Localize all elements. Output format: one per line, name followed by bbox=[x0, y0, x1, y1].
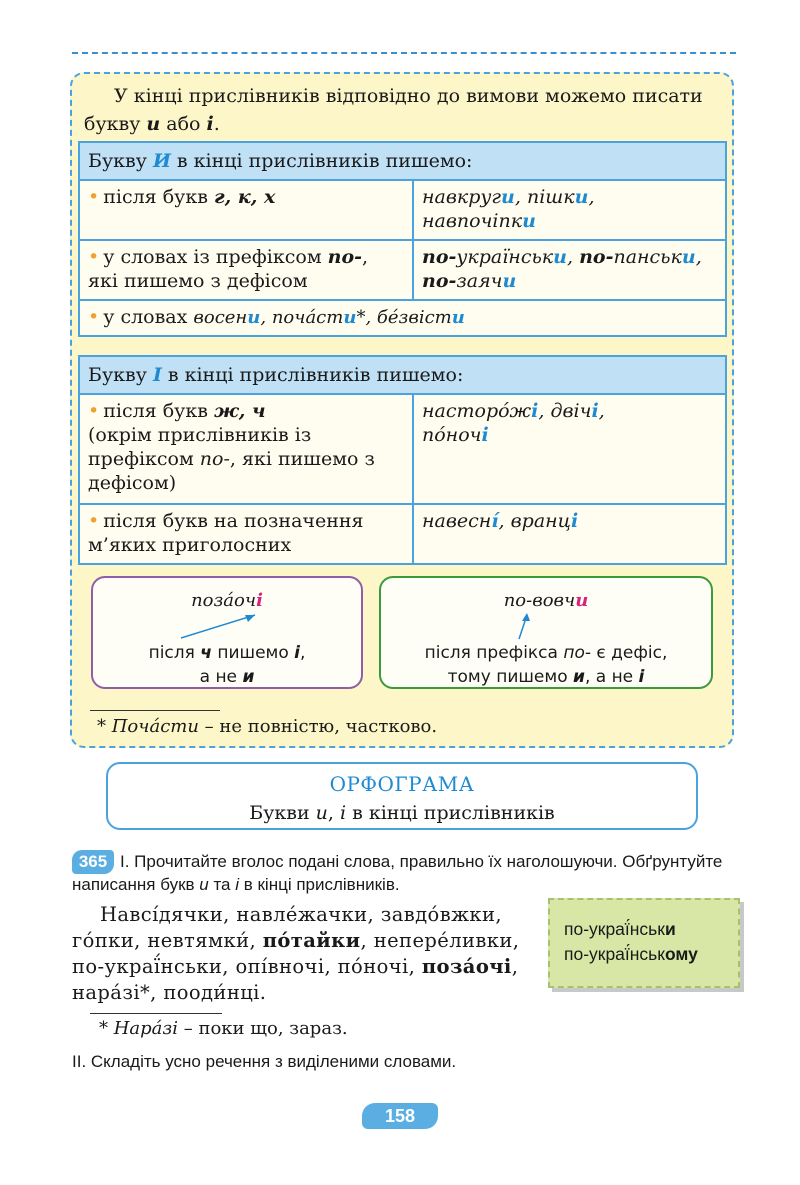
table-row: • після букв на позначення м’яких приголосних навесні́, вранці bbox=[79, 504, 726, 564]
orfograma-subtitle: Букви и, і в кінці прислівників bbox=[249, 802, 555, 824]
exercise-task: І. Прочитайте вголос подані слова, правильно їх наголошуючи. Обґрунтуйте написання букв и та і в кінці прислівників. bbox=[72, 852, 723, 894]
rule-table-y bbox=[78, 141, 727, 337]
card-explanation: після ч пишемо і, а не и bbox=[148, 643, 306, 687]
exercise-number-badge: 365 bbox=[72, 850, 114, 874]
table-row: • у словах із префіксом по-, які пишемо з дефісом по-українськи, по-панськи, по-заячи bbox=[79, 240, 726, 300]
note-line: по-украї́нськи bbox=[564, 919, 676, 939]
intro-paragraph: У кінці прислівників відповідно до вимови можемо писати букву и або і. bbox=[84, 85, 703, 135]
exercise-task-2: ІІ. Складіть усно речення з виділеними словами. bbox=[72, 1052, 457, 1071]
table-row: • після букв г, к, х навкруги, пішки, навпочіпки bbox=[79, 180, 726, 240]
exercise-words: Навсі́дячки, навле́жачки, завдо́вжки, го́пки, невтямки́, по́тайки, непере́ливки, по-украї́нськи, опі́вночі, по́ночі, поза́очі, нара́зі*, пооди́нці. bbox=[72, 903, 520, 1004]
bullet-icon: • bbox=[88, 306, 100, 328]
example-card-pozaochi bbox=[91, 576, 363, 689]
bullet-icon: • bbox=[88, 400, 100, 422]
page-number: 158 bbox=[362, 1103, 438, 1129]
bullet-icon: • bbox=[88, 186, 100, 208]
example-card-povovchy bbox=[379, 576, 713, 689]
card-word: по-вовчи bbox=[503, 590, 589, 611]
rule-table-i-header: Букву І в кінці прислівників пишемо: bbox=[79, 356, 726, 394]
footnote-pochasty: * Поча́сти – не повністю, частково. bbox=[97, 716, 438, 737]
top-divider bbox=[72, 52, 736, 54]
footnote-divider bbox=[90, 1013, 222, 1014]
arrow-icon bbox=[381, 611, 715, 641]
note-line: по-украї́нському bbox=[564, 944, 698, 964]
footnote-narazi: * Нара́зі – поки що, зараз. bbox=[99, 1018, 348, 1039]
bullet-icon: • bbox=[88, 246, 100, 268]
spelling-note-box bbox=[548, 898, 740, 988]
arrow-icon bbox=[93, 611, 365, 641]
footnote-divider bbox=[90, 710, 220, 711]
card-explanation: після префікса по- є дефіс, тому пишемо и, а не і bbox=[424, 643, 668, 687]
table-row: • у словах восени, поча́сти*, бе́звісти bbox=[79, 300, 726, 336]
bullet-icon: • bbox=[88, 510, 100, 532]
orfograma-box bbox=[106, 762, 698, 830]
table-row: • після букв ж, ч (окрім прислівників із префіксом по-, які пишемо з дефісом) насторо́жі, двічі, по́ночі bbox=[79, 394, 726, 504]
card-word: поза́очі bbox=[191, 590, 263, 611]
orfograma-title: ОРФОГРАМА bbox=[329, 772, 475, 796]
rule-table-i bbox=[78, 355, 727, 565]
rule-table-y-header: Букву И в кінці прислівників пишемо: bbox=[79, 142, 726, 180]
